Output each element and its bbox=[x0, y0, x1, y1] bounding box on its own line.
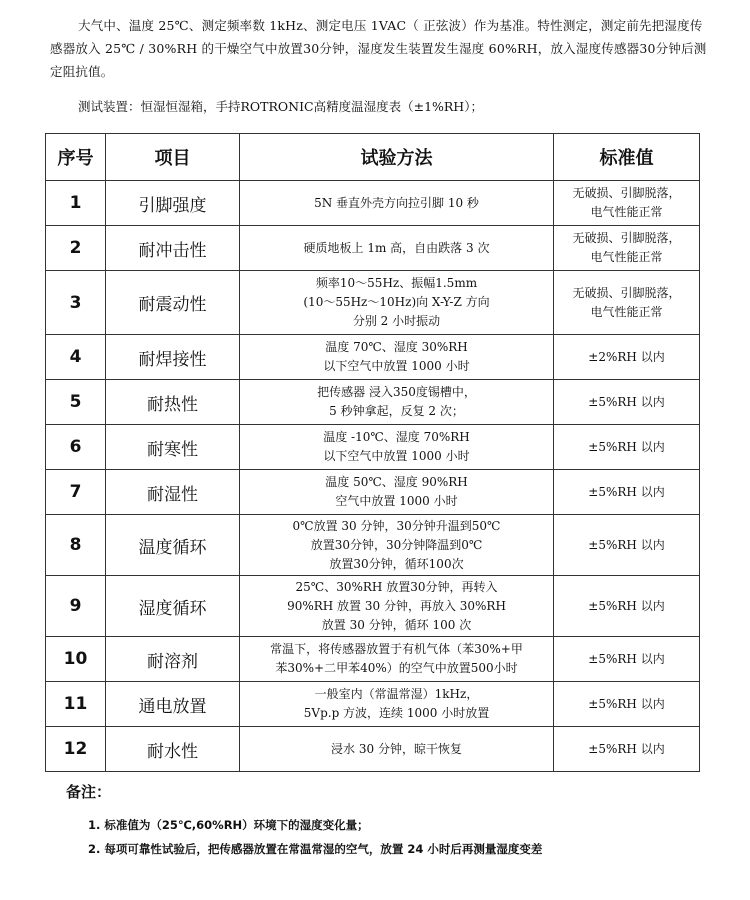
row-method bbox=[240, 515, 554, 576]
row-method bbox=[240, 181, 554, 226]
row-method bbox=[240, 335, 554, 380]
row-number: 2 bbox=[46, 226, 106, 271]
row-number: 8 bbox=[46, 515, 106, 576]
row-item: 耐寒性 bbox=[106, 425, 240, 470]
row-number: 12 bbox=[46, 727, 106, 772]
method-line: 温度 50℃、湿度 90%RH bbox=[325, 475, 468, 489]
header-method: 试验方法 bbox=[240, 134, 554, 181]
standard-line: ±5%RH 以内 bbox=[588, 537, 665, 552]
standard-line: ±5%RH 以内 bbox=[588, 439, 665, 454]
standard-line: 无破损、引脚脱落， bbox=[572, 285, 681, 300]
table-header-row bbox=[46, 134, 700, 181]
method-line: 以下空气中放置 1000 小时 bbox=[323, 359, 470, 373]
standard-line: ±5%RH 以内 bbox=[588, 696, 665, 711]
remarks-title: 备注： bbox=[66, 783, 112, 801]
method-line: 一般室内（常温常湿）1kHz， bbox=[314, 687, 479, 701]
standard-line: ±5%RH 以内 bbox=[588, 598, 665, 613]
row-standard bbox=[554, 515, 700, 576]
row-standard bbox=[554, 637, 700, 682]
standard-line: 无破损、引脚脱落， bbox=[572, 186, 681, 200]
row-number: 3 bbox=[46, 271, 106, 335]
table-row bbox=[46, 181, 700, 226]
row-standard bbox=[554, 226, 700, 271]
row-standard bbox=[554, 576, 700, 637]
table-row bbox=[46, 727, 700, 772]
intro-paragraph bbox=[50, 14, 710, 83]
row-item: 耐震动性 bbox=[106, 271, 240, 335]
row-number: 1 bbox=[46, 181, 106, 226]
table-row bbox=[46, 380, 700, 425]
method-line: 放置 30 分钟，循环 100 次 bbox=[321, 617, 472, 632]
row-item: 耐湿性 bbox=[106, 470, 240, 515]
standard-line: 电气性能正常 bbox=[590, 205, 663, 219]
reliability-test-table bbox=[45, 133, 700, 772]
method-line: (10～55Hz～10Hz)向 X-Y-Z 方向 bbox=[303, 295, 490, 309]
table-row bbox=[46, 271, 700, 335]
standard-line: 无破损、引脚脱落， bbox=[572, 231, 681, 245]
row-item: 耐溶剂 bbox=[106, 637, 240, 682]
row-number: 7 bbox=[46, 470, 106, 515]
row-number: 4 bbox=[46, 335, 106, 380]
method-line: 把传感器 浸入350度锡槽中， bbox=[317, 385, 476, 399]
row-item: 耐焊接性 bbox=[106, 335, 240, 380]
row-item: 湿度循环 bbox=[106, 576, 240, 637]
method-line: 5N 垂直外壳方向拉引脚 10 秒 bbox=[314, 195, 479, 210]
row-standard bbox=[554, 271, 700, 335]
header-no: 序号 bbox=[46, 134, 106, 181]
row-standard bbox=[554, 425, 700, 470]
method-line: 放置30分钟，30分钟降温到0℃ bbox=[310, 537, 483, 552]
method-line: 空气中放置 1000 小时 bbox=[335, 494, 458, 508]
row-standard bbox=[554, 470, 700, 515]
row-method bbox=[240, 576, 554, 637]
row-standard bbox=[554, 380, 700, 425]
method-line: 25℃、30%RH 放置30分钟，再转入 bbox=[295, 579, 498, 594]
method-line: 90%RH 放置 30 分钟，再放入 30%RH bbox=[287, 598, 506, 613]
method-line: 常温下，将传感器放置于有机气体（苯30%+甲 bbox=[270, 642, 523, 656]
test-device-line: 测试装置：恒湿恒湿箱，手持ROTRONIC高精度温湿度表（±1%RH）； bbox=[78, 99, 483, 114]
table-row bbox=[46, 425, 700, 470]
row-method bbox=[240, 727, 554, 772]
standard-line: ±2%RH 以内 bbox=[588, 349, 665, 364]
row-method bbox=[240, 637, 554, 682]
header-item: 项目 bbox=[106, 134, 240, 181]
method-line: 以下空气中放置 1000 小时 bbox=[323, 449, 470, 463]
row-standard bbox=[554, 181, 700, 226]
method-line: 苯30%+二甲苯40%）的空气中放置500小时 bbox=[275, 661, 518, 675]
remark-item: 1. 标准值为（25℃,60%RH）环境下的湿度变化量； bbox=[88, 818, 369, 832]
table-row bbox=[46, 682, 700, 727]
row-method bbox=[240, 271, 554, 335]
row-standard bbox=[554, 682, 700, 727]
method-line: 放置30分钟，循环100次 bbox=[329, 556, 464, 571]
row-method bbox=[240, 682, 554, 727]
header-standard: 标准值 bbox=[554, 134, 700, 181]
method-line: 0℃放置 30 分钟，30分钟升温到50℃ bbox=[292, 518, 501, 533]
table-row bbox=[46, 637, 700, 682]
row-method bbox=[240, 380, 554, 425]
standard-line: ±5%RH 以内 bbox=[588, 394, 665, 409]
method-line: 温度 -10℃、湿度 70%RH bbox=[323, 430, 470, 444]
standard-line: ±5%RH 以内 bbox=[588, 651, 665, 666]
method-line: 浸水 30 分钟，晾干恢复 bbox=[331, 741, 462, 756]
row-standard bbox=[554, 727, 700, 772]
method-line: 5 秒钟拿起，反复 2 次； bbox=[329, 404, 464, 418]
standard-line: 电气性能正常 bbox=[590, 250, 663, 264]
remark-item: 2. 每项可靠性试验后，把传感器放置在常温常湿的空气，放置 24 小时后再测量湿度变差 bbox=[88, 842, 543, 856]
row-number: 9 bbox=[46, 576, 106, 637]
method-line: 硬质地板上 1m 高，自由跌落 3 次 bbox=[303, 240, 490, 255]
table-body bbox=[46, 181, 700, 772]
row-number: 5 bbox=[46, 380, 106, 425]
table-row bbox=[46, 576, 700, 637]
row-number: 11 bbox=[46, 682, 106, 727]
standard-line: ±5%RH 以内 bbox=[588, 741, 665, 756]
row-number: 10 bbox=[46, 637, 106, 682]
table-row bbox=[46, 515, 700, 576]
standard-line: ±5%RH 以内 bbox=[588, 484, 665, 499]
row-item: 耐水性 bbox=[106, 727, 240, 772]
intro-text: 大气中、温度 25℃、测定频率数 1kHz、测定电压 1VAC（ 正弦波）作为基准。特性测定，测定前先把湿度传感器放入 25℃ / 30%RH 的干燥空气中放置30分钟，湿度发生装置发生湿度 60%RH，放入湿度传感器30分钟后测定阻抗值。 bbox=[50, 18, 707, 79]
row-standard bbox=[554, 335, 700, 380]
row-item: 耐冲击性 bbox=[106, 226, 240, 271]
table-row bbox=[46, 226, 700, 271]
method-line: 分别 2 小时振动 bbox=[352, 314, 441, 328]
method-line: 频率10～55Hz、振幅1.5mm bbox=[315, 276, 478, 290]
row-method bbox=[240, 226, 554, 271]
row-method bbox=[240, 470, 554, 515]
table-row bbox=[46, 470, 700, 515]
row-item: 引脚强度 bbox=[106, 181, 240, 226]
row-item: 温度循环 bbox=[106, 515, 240, 576]
method-line: 5Vp.p 方波，连续 1000 小时放置 bbox=[303, 706, 490, 720]
row-method bbox=[240, 425, 554, 470]
row-item: 耐热性 bbox=[106, 380, 240, 425]
table-row bbox=[46, 335, 700, 380]
row-item: 通电放置 bbox=[106, 682, 240, 727]
remarks-list bbox=[88, 813, 542, 861]
standard-line: 电气性能正常 bbox=[590, 304, 663, 319]
method-line: 温度 70℃、湿度 30%RH bbox=[325, 340, 468, 354]
row-number: 6 bbox=[46, 425, 106, 470]
